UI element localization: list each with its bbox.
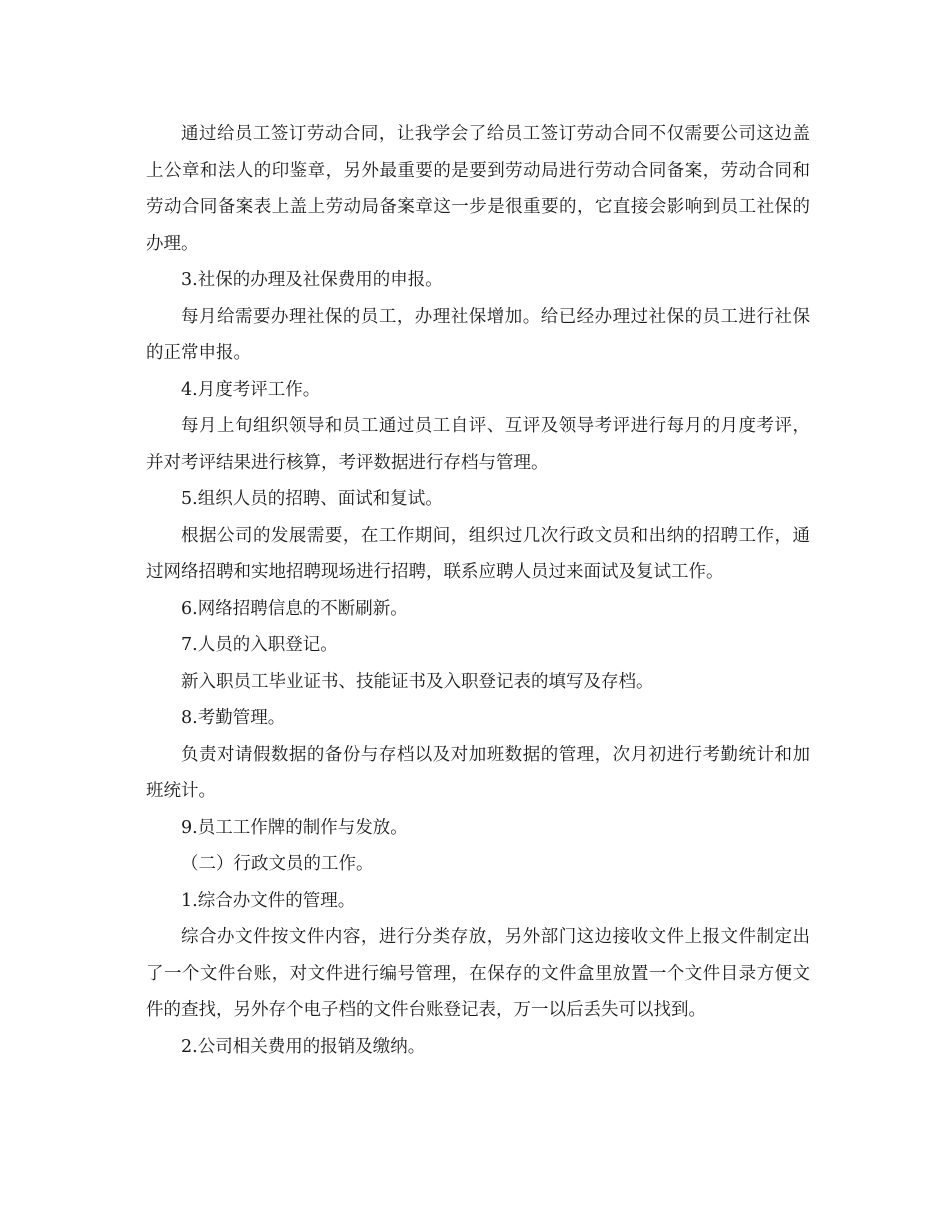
paragraph-monthly-evaluation: 每月上旬组织领导和员工通过员工自评、互评及领导考评进行每月的月度考评，并对考评结果进行核算，考评数据进行存档与管理。 [146,416,810,473]
item-heading-recruitment: 5.组织人员的招聘、面试和复试。 [181,489,443,509]
paragraph-labor-contract: 通过给员工签订劳动合同，让我学会了给员工签订劳动合同不仅需要公司这边盖上公章和法人的印鉴章，另外最重要的是要到劳动局进行劳动合同备案，劳动合同和劳动合同备案表上盖上劳动局备案章这一步是很重要的，它直接会影响到员工社保的办理。 [146,124,810,254]
paragraph-recruitment: 根据公司的发展需要，在工作期间，组织过几次行政文员和出纳的招聘工作，通过网络招聘和实地招聘现场进行招聘，联系应聘人员过来面试及复试工作。 [146,525,810,582]
item-heading-social-security: 3.社保的办理及社保费用的申报。 [181,270,443,290]
paragraph-social-security: 每月给需要办理社保的员工，办理社保增加。给已经办理过社保的员工进行社保的正常申报。 [146,306,810,363]
item-heading-monthly-evaluation: 4.月度考评工作。 [181,379,321,400]
item-heading-attendance: 8.考勤管理。 [181,708,286,728]
item-heading-work-badge: 9.员工工作牌的制作与发放。 [181,817,408,838]
paragraph-file-management: 综合办文件按文件内容，进行分类存放，另外部门这边接收文件上报文件制定出了一个文件台账，对文件进行编号管理，在保存的文件盒里放置一个文件目录方便文件的查找，另外存个电子档的文件台账登记表，万一以后丢失可以找到。 [146,927,810,1020]
item-heading-onboarding: 7.人员的入职登记。 [181,635,338,655]
section-heading-admin-clerk: （二）行政文员的工作。 [181,854,374,874]
item-heading-file-management: 1.综合办文件的管理。 [181,890,356,911]
document-body [146,116,810,1065]
item-heading-expense-reimbursement: 2.公司相关费用的报销及缴纳。 [181,1036,426,1057]
item-heading-online-recruitment: 6.网络招聘信息的不断刷新。 [181,598,408,619]
paragraph-attendance: 负责对请假数据的备份与存档以及对加班数据的管理，次月初进行考勤统计和加班统计。 [146,744,810,801]
paragraph-onboarding: 新入职员工毕业证书、技能证书及入职登记表的填写及存档。 [181,671,654,692]
